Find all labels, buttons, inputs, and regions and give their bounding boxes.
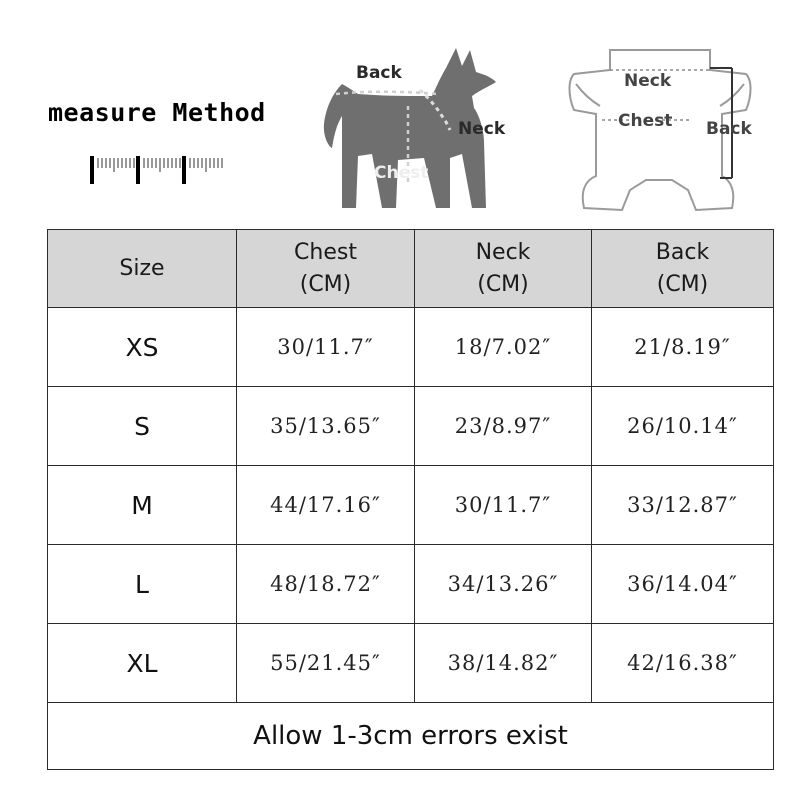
neck-cell: 38/14.82″ bbox=[415, 624, 592, 703]
pet-shirt-outline-icon bbox=[560, 40, 760, 220]
table-row bbox=[48, 387, 774, 466]
size-cell: M bbox=[48, 466, 237, 545]
shirt-neck-label: Neck bbox=[624, 71, 672, 91]
table-header-row bbox=[48, 230, 774, 308]
shirt-chest-label: Chest bbox=[618, 111, 673, 131]
measure-method-title: measure Method bbox=[48, 98, 266, 127]
header-neck: Neck (CM) bbox=[415, 230, 592, 308]
dog-neck-label: Neck bbox=[458, 119, 506, 139]
size-cell: XS bbox=[48, 308, 237, 387]
neck-cell: 23/8.97″ bbox=[415, 387, 592, 466]
shirt-back-label: Back bbox=[706, 119, 752, 139]
error-note-row bbox=[48, 703, 774, 770]
neck-cell: 18/7.02″ bbox=[415, 308, 592, 387]
back-cell: 42/16.38″ bbox=[592, 624, 774, 703]
dog-back-label: Back bbox=[356, 63, 402, 83]
header-chest: Chest (CM) bbox=[237, 230, 415, 308]
chest-cell: 44/17.16″ bbox=[237, 466, 415, 545]
size-chart-table bbox=[47, 229, 774, 770]
size-cell: S bbox=[48, 387, 237, 466]
chest-cell: 35/13.65″ bbox=[237, 387, 415, 466]
measure-method-header bbox=[0, 0, 800, 222]
back-cell: 26/10.14″ bbox=[592, 387, 774, 466]
dog-silhouette-icon bbox=[312, 36, 512, 216]
neck-cell: 34/13.26″ bbox=[415, 545, 592, 624]
chest-cell: 30/11.7″ bbox=[237, 308, 415, 387]
table-row bbox=[48, 308, 774, 387]
chest-cell: 48/18.72″ bbox=[237, 545, 415, 624]
neck-cell: 30/11.7″ bbox=[415, 466, 592, 545]
back-cell: 33/12.87″ bbox=[592, 466, 774, 545]
size-cell: XL bbox=[48, 624, 237, 703]
header-size: Size bbox=[48, 230, 237, 308]
dog-chest-label: Chest bbox=[374, 163, 429, 183]
table-row bbox=[48, 624, 774, 703]
header-back: Back (CM) bbox=[592, 230, 774, 308]
back-cell: 36/14.04″ bbox=[592, 545, 774, 624]
ruler-icon bbox=[88, 150, 228, 190]
table-row bbox=[48, 466, 774, 545]
error-note: Allow 1-3cm errors exist bbox=[48, 703, 774, 770]
table-row bbox=[48, 545, 774, 624]
size-cell: L bbox=[48, 545, 237, 624]
chest-cell: 55/21.45″ bbox=[237, 624, 415, 703]
back-cell: 21/8.19″ bbox=[592, 308, 774, 387]
